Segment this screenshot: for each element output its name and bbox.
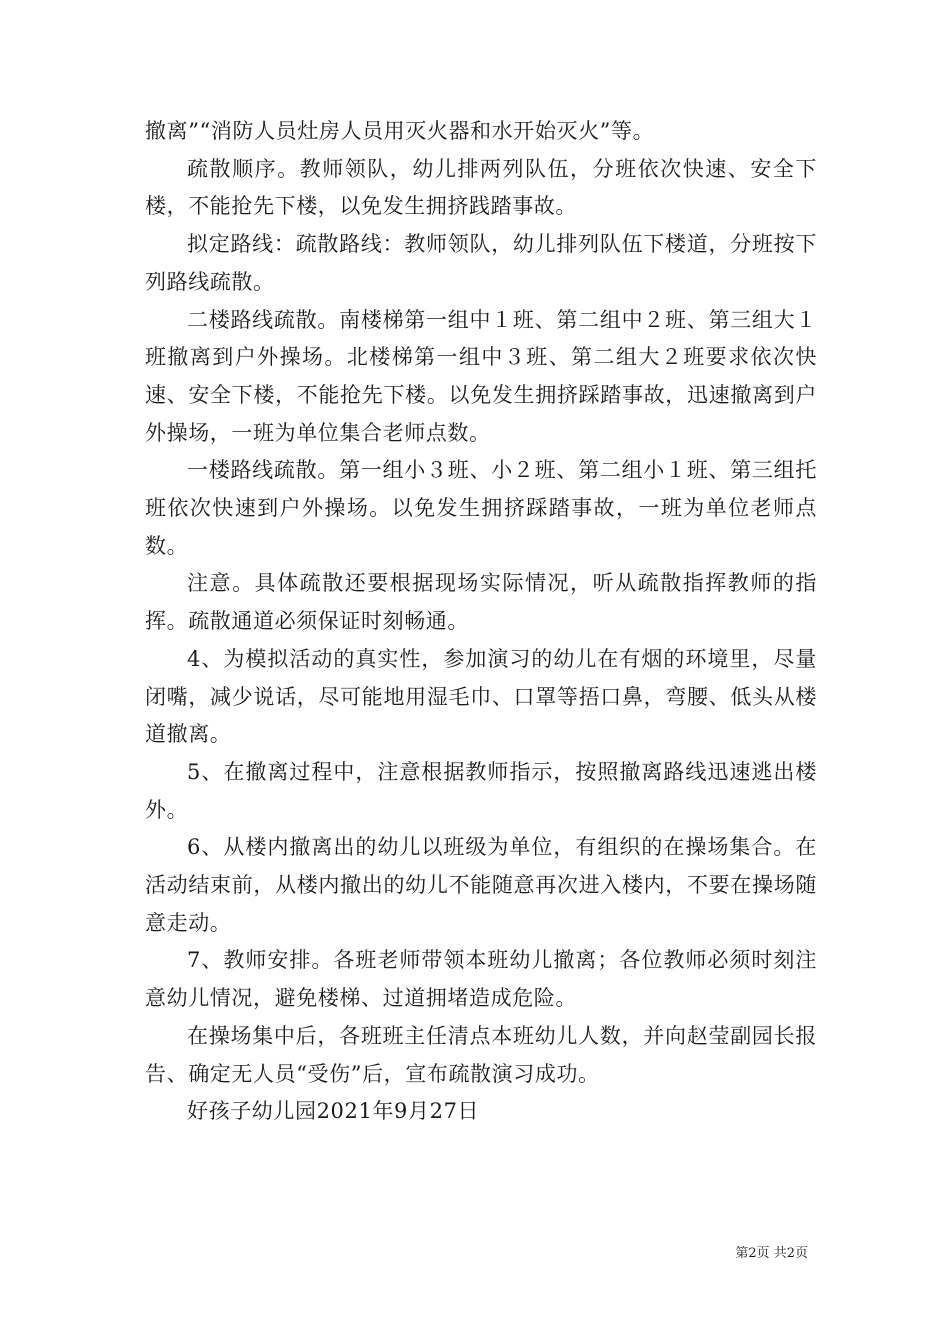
paragraph-second-floor-route: 二楼路线疏散。南楼梯第一组中１班、第二组中２班、第三组大１班撤离到户外操场。北楼梯第一组中３班、第二组大２班要求依次快速、安全下楼，不能抢先下楼。以免发生拥挤踩踏事故，迅速撤离到户外操场，一班为单位集合老师点数。 — [145, 307, 817, 445]
document-body — [145, 113, 817, 1131]
paragraph-evacuation-order: 疏散顺序。教师领队，幼儿排两列队伍，分班依次快速、安全下楼，不能抢先下楼，以免发生拥挤践踏事故。 — [145, 156, 817, 219]
paragraph-planned-route: 拟定路线：疏散路线：教师领队，幼儿排列队伍下楼道，分班按下列路线疏散。 — [145, 232, 817, 294]
paragraph-item-6: 6、从楼内撤离出的幼儿以班级为单位，有组织的在操场集合。在活动结束前，从楼内撤出的幼儿不能随意再次进入楼内，不要在操场随意走动。 — [145, 835, 817, 935]
paragraph-attention: 注意。具体疏散还要根据现场实际情况，听从疏散指挥教师的指挥。疏散通道必须保证时刻畅通。 — [145, 571, 817, 634]
paragraph-signature-date: 好孩子幼儿园2021年9月27日 — [187, 1099, 480, 1124]
paragraph-assembly-report: 在操场集中后，各班班主任清点本班幼儿人数，并向赵莹副园长报告、确定无人员“受伤”后，宣布疏散演习成功。 — [145, 1023, 817, 1086]
paragraph-item-5: 5、在撤离过程中，注意根据教师指示，按照撤离路线迅速逃出楼外。 — [145, 759, 817, 822]
page-number: 第2页 共2页 — [735, 1246, 808, 1261]
paragraph-item-4: 4、为模拟活动的真实性，参加演习的幼儿在有烟的环境里，尽量闭嘴，减少说话，尽可能地用湿毛巾、口罩等捂口鼻，弯腰、低头从楼道撤离。 — [145, 646, 817, 747]
paragraph-continued: 撤离”“消防人员灶房人员用灭火器和水开始灭火”等。 — [145, 119, 655, 143]
paragraph-item-7: 7、教师安排。各班老师带领本班幼儿撤离；各位教师必须时刻注意幼儿情况，避免楼梯、过道拥堵造成危险。 — [145, 948, 817, 1011]
paragraph-first-floor-route: 一楼路线疏散。第一组小３班、小２班、第二组小１班、第三组托班依次快速到户外操场。以免发生拥挤踩踏事故，一班为单位老师点数。 — [145, 458, 817, 558]
